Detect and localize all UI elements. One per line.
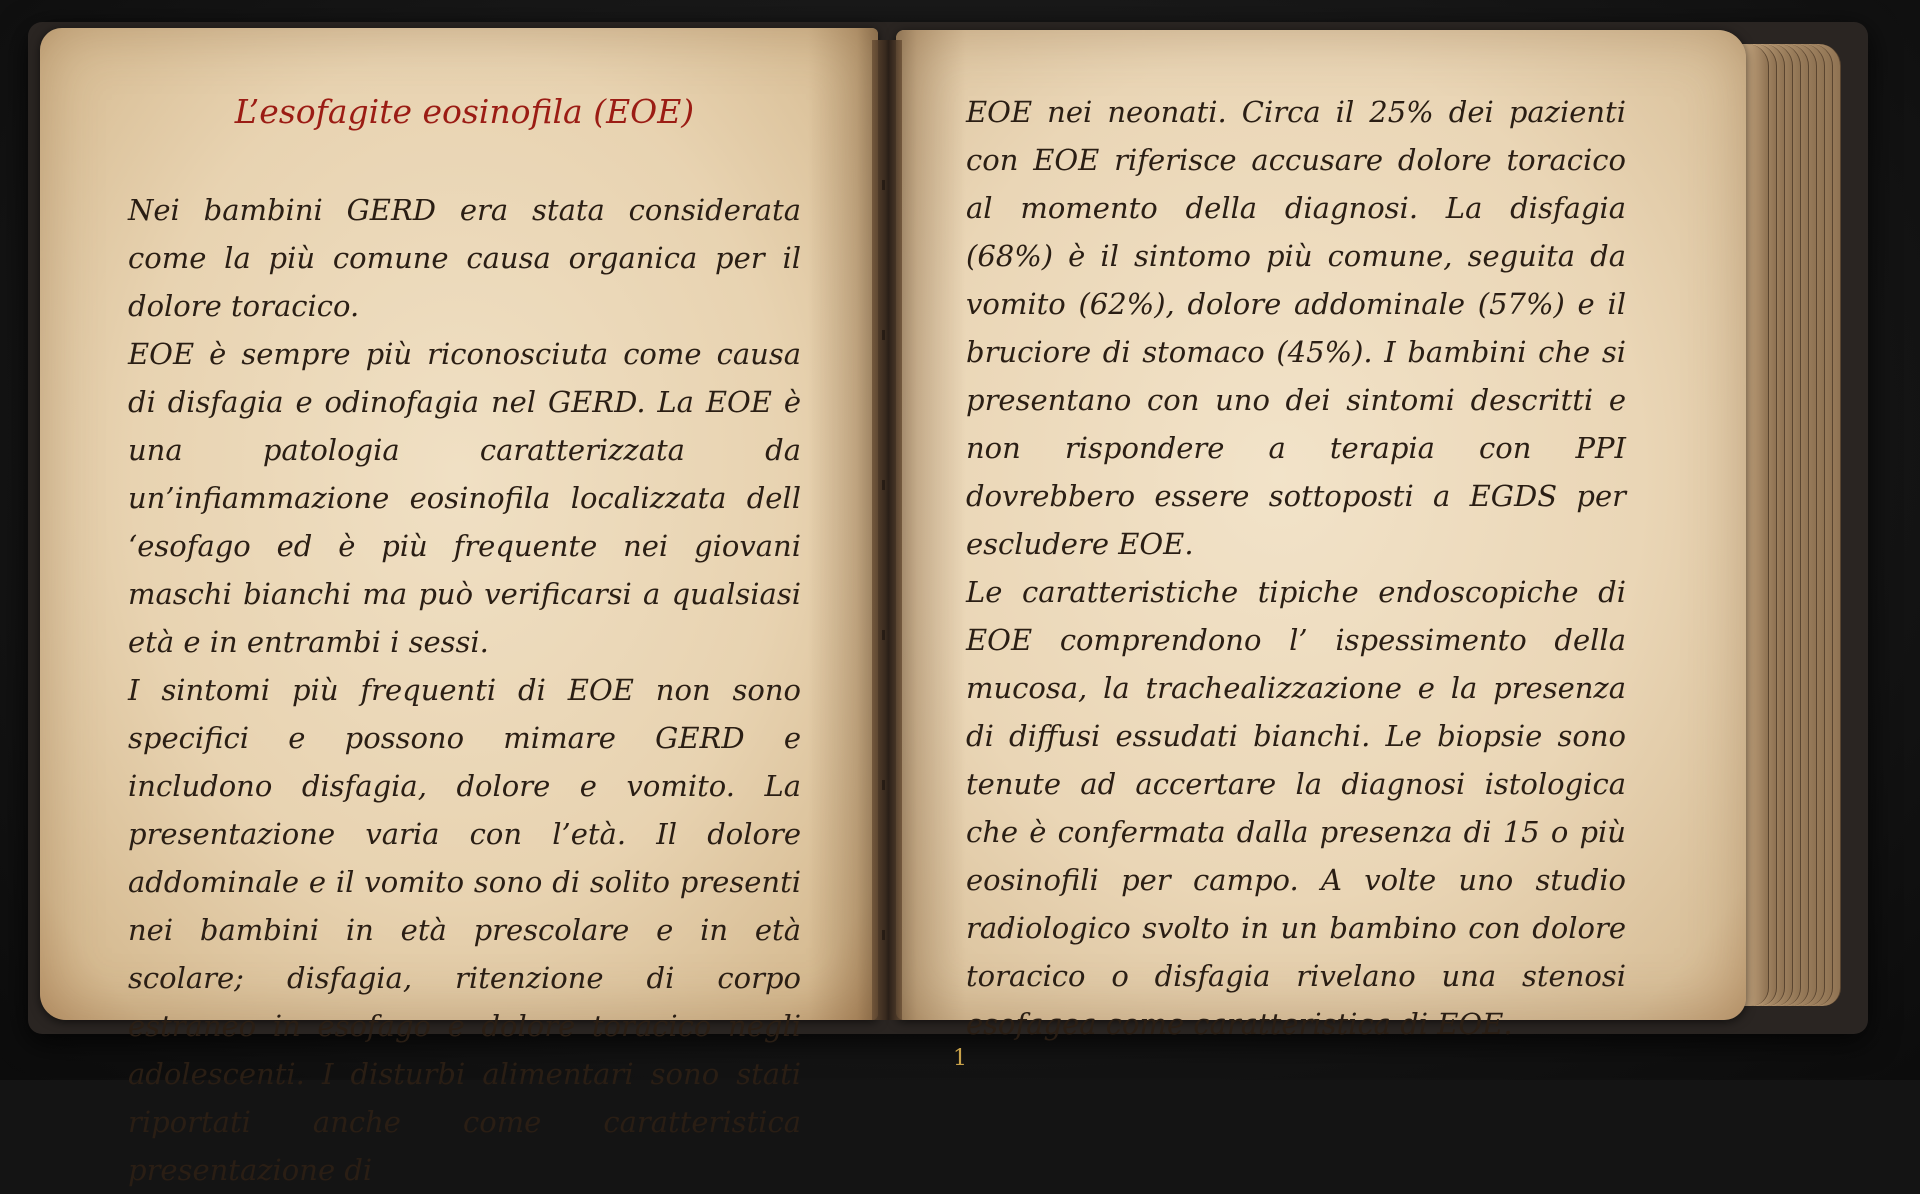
binding-stitch	[882, 480, 885, 490]
paragraph: Nei bambini GERD era stata considerata come la più comune causa organica per il dolore toracico.	[128, 193, 801, 323]
binding-stitch	[882, 630, 885, 640]
paragraph: I sintomi più frequenti di EOE non sono specifici e possono mimare GERD e includono disfagia, dolore e vomito. La presentazione varia con l’età. Il dolore addominale e il vomito sono di solito presenti nei bambini in età prescolare e in età scolare; disfagia, ritenzione di corpo estraneo in esofago e dolore toracico negli adolescenti. I disturbi alimentari sono stati riportati anche come caratteristica presentazione di	[128, 673, 801, 1187]
binding-stitch	[882, 330, 885, 340]
paragraph: EOE è sempre più riconosciuta come causa di disfagia e odinofagia nel GERD. La EOE è una patologia caratterizzata da un’infiammazione eosinofila localizzata dell ‘esofago ed è più frequente nei giovani maschi bianchi ma può verificarsi a qualsiasi età e in entrambi i sessi.	[128, 337, 801, 659]
left-page-text	[128, 186, 801, 1194]
chapter-title: L’esofagite eosinofila (EOE)	[234, 92, 695, 131]
binding-stitch	[882, 930, 885, 940]
page-number: 1	[953, 1046, 967, 1071]
book-gutter	[872, 40, 902, 1020]
binding-stitch	[882, 180, 885, 190]
paragraph: EOE nei neonati. Circa il 25% dei pazienti con EOE riferisce accusare dolore toracico al momento della diagnosi. La disfagia (68%) è il sintomo più comune, seguita da vomito (62%), dolore addominale (57%) e il bruciore di stomaco (45%). I bambini che si presentano con uno dei sintomi descritti e non rispondere a terapia con PPI dovrebbero essere sottoposti a EGDS per escludere EOE.	[966, 95, 1626, 561]
paragraph: Le caratteristiche tipiche endoscopiche di EOE comprendono l’ ispessimento della mucosa, la trachealizzazione e la presenza di diffusi essudati bianchi. Le biopsie sono tenute ad accertare la diagnosi istologica che è confermata dalla presenza di 15 o più eosinofili per campo. A volte uno studio radiologico svolto in un bambino con dolore toracico o disfagia rivelano una stenosi esofagea come caratteristica di EOE.	[966, 575, 1626, 1041]
right-page-text	[966, 88, 1626, 1048]
binding-stitch	[882, 780, 885, 790]
